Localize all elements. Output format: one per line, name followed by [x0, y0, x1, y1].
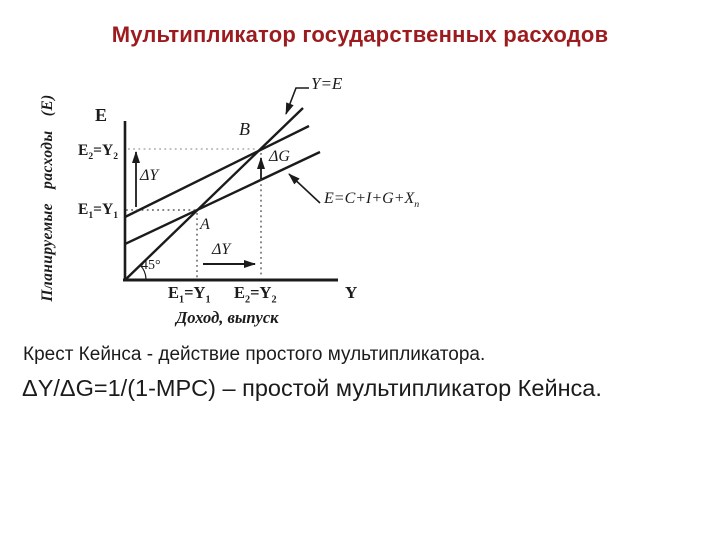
axis-left-e2y2: $E_2=Y_2$: [78, 142, 118, 163]
expenditure-line-label: $E=C+I+G+X_n$: [324, 190, 420, 211]
axis-bottom-e2y2: $E_2=Y_2$: [234, 283, 277, 306]
x-axis-title: Доход, выпуск: [176, 308, 279, 327]
identity-line-pointer-arrow: [286, 88, 309, 114]
delta-y-left-label: ΔY: [140, 167, 159, 184]
point-b-label: B: [239, 119, 250, 139]
angle-45-label: 45°: [141, 258, 161, 273]
identity-line-label: Y=E: [311, 74, 343, 93]
page-title: Мультипликатор государственных расходов: [111, 22, 609, 47]
caption-multiplier-formula: ΔY/ΔG=1/(1-MPC) – простой мультипликатор Кейнса.: [22, 375, 602, 401]
caption-keynes-cross: Крест Кейнса - действие простого мультипликатора.: [23, 344, 486, 365]
expenditure-line-initial: [125, 152, 320, 244]
axis-left-e1y1: $E_1=Y_1$: [78, 201, 118, 222]
y-axis-title: Планируемые расходы (Е): [39, 94, 56, 302]
point-a-label: A: [200, 216, 210, 233]
expenditure-line-pointer-arrow: [289, 174, 320, 203]
axis-label-y: Y: [345, 283, 358, 302]
axis-bottom-e1y1: $E_1=Y_1$: [168, 283, 211, 306]
delta-y-bottom-label: ΔY: [212, 241, 231, 258]
delta-g-label: ΔG: [269, 148, 290, 165]
axis-label-e: E: [95, 105, 108, 125]
